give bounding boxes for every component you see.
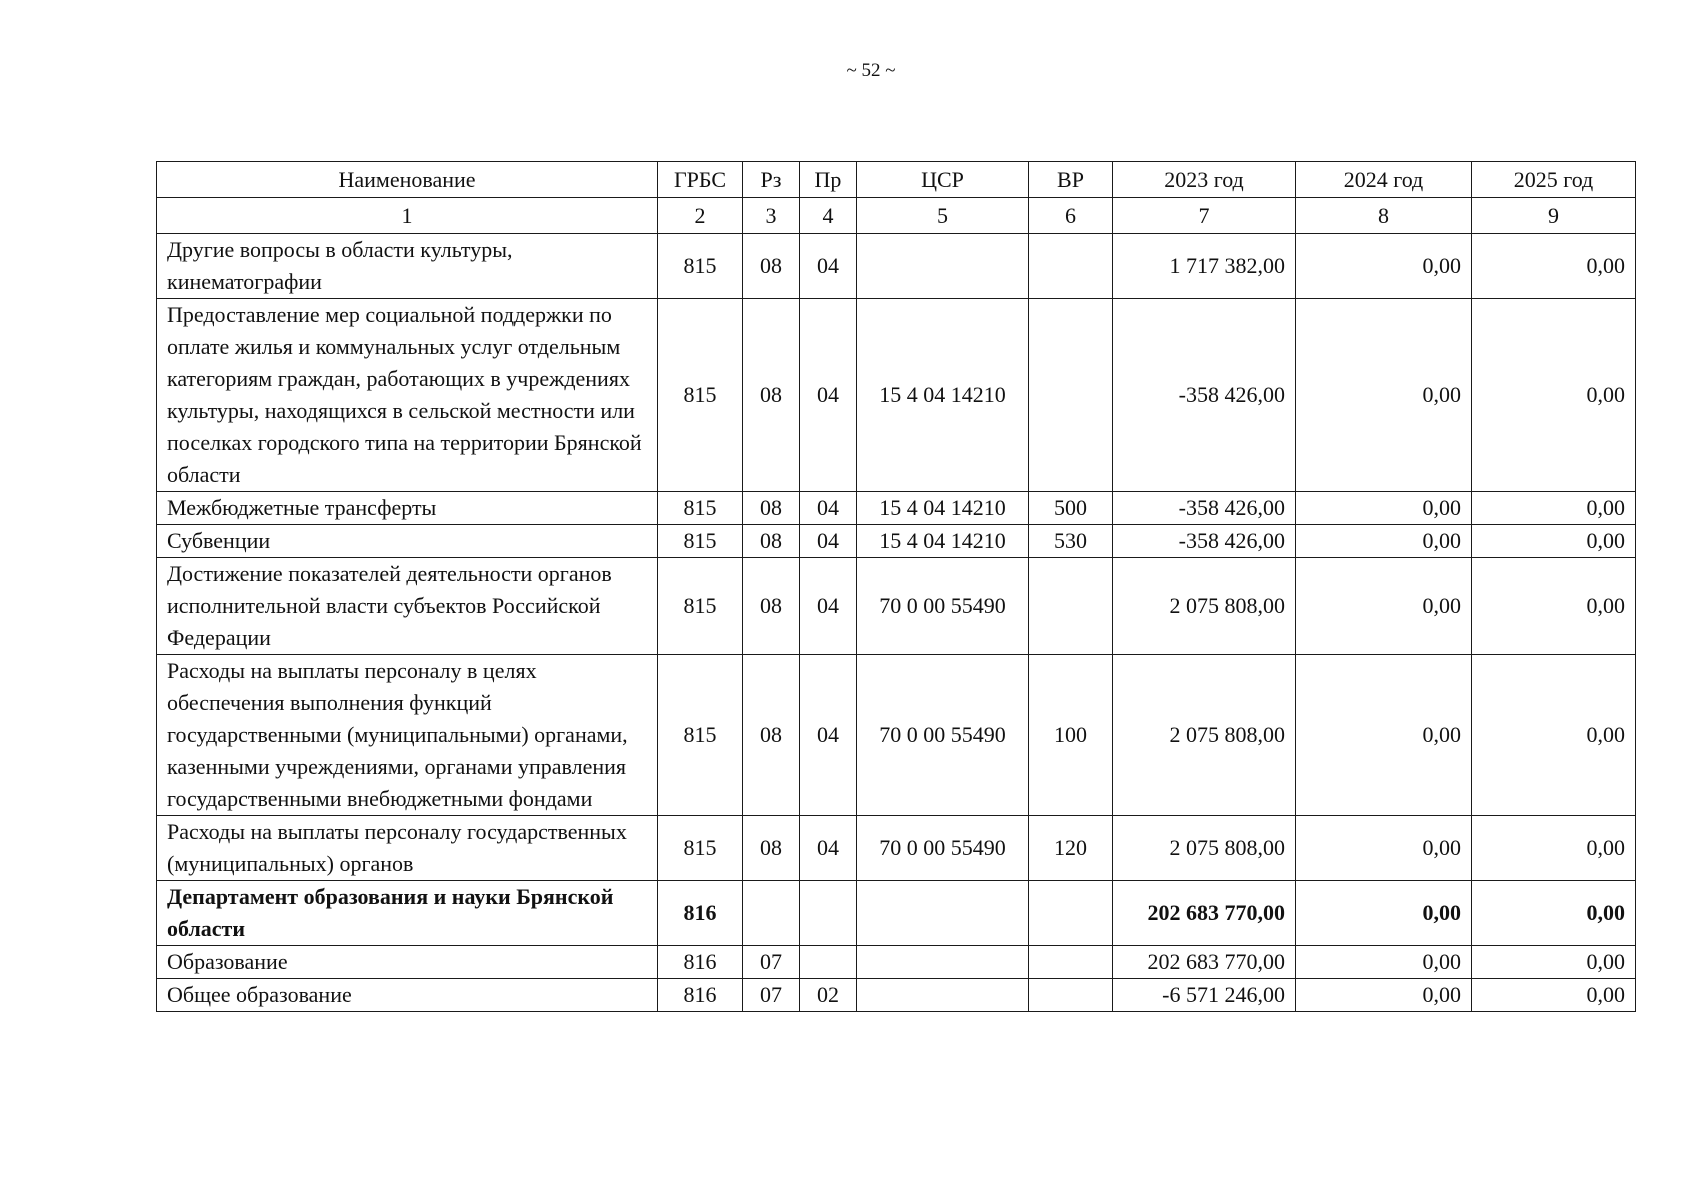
row-vr — [1029, 946, 1113, 979]
row-grbs: 816 — [658, 946, 743, 979]
row-rz — [743, 881, 800, 946]
row-2023: 202 683 770,00 — [1113, 946, 1296, 979]
column-number-row — [157, 198, 1636, 234]
row-name: Субвенции — [157, 525, 658, 558]
row-2024: 0,00 — [1296, 816, 1472, 881]
header-name: Наименование — [157, 162, 658, 198]
row-rz: 08 — [743, 525, 800, 558]
row-pr — [800, 946, 857, 979]
row-pr: 04 — [800, 492, 857, 525]
row-rz: 08 — [743, 655, 800, 816]
column-number: 6 — [1029, 198, 1113, 234]
row-rz: 08 — [743, 558, 800, 655]
row-pr: 02 — [800, 979, 857, 1012]
row-2025: 0,00 — [1472, 881, 1636, 946]
row-2024: 0,00 — [1296, 881, 1472, 946]
row-2024: 0,00 — [1296, 558, 1472, 655]
column-number: 7 — [1113, 198, 1296, 234]
row-rz: 08 — [743, 234, 800, 299]
row-2023: 2 075 808,00 — [1113, 816, 1296, 881]
row-2025: 0,00 — [1472, 558, 1636, 655]
header-row — [157, 162, 1636, 198]
row-rz: 07 — [743, 946, 800, 979]
row-grbs: 815 — [658, 525, 743, 558]
header-2023: 2023 год — [1113, 162, 1296, 198]
row-2023: -358 426,00 — [1113, 525, 1296, 558]
row-2025: 0,00 — [1472, 299, 1636, 492]
row-vr: 530 — [1029, 525, 1113, 558]
row-name: Расходы на выплаты персоналу государственных (муниципальных) органов — [157, 816, 658, 881]
row-2025: 0,00 — [1472, 234, 1636, 299]
table-row-department — [157, 881, 1636, 946]
row-2024: 0,00 — [1296, 946, 1472, 979]
table-row — [157, 492, 1636, 525]
row-rz: 07 — [743, 979, 800, 1012]
row-vr: 120 — [1029, 816, 1113, 881]
row-csr — [857, 946, 1029, 979]
row-2025: 0,00 — [1472, 492, 1636, 525]
row-pr: 04 — [800, 558, 857, 655]
row-pr: 04 — [800, 234, 857, 299]
row-pr: 04 — [800, 655, 857, 816]
row-vr — [1029, 881, 1113, 946]
row-2025: 0,00 — [1472, 525, 1636, 558]
row-name: Достижение показателей деятельности органов исполнительной власти субъектов Российской Федерации — [157, 558, 658, 655]
header-grbs: ГРБС — [658, 162, 743, 198]
row-vr — [1029, 979, 1113, 1012]
table-row — [157, 946, 1636, 979]
column-number: 8 — [1296, 198, 1472, 234]
header-csr: ЦСР — [857, 162, 1029, 198]
row-grbs: 816 — [658, 881, 743, 946]
row-2024: 0,00 — [1296, 655, 1472, 816]
row-2025: 0,00 — [1472, 946, 1636, 979]
row-grbs: 815 — [658, 816, 743, 881]
page-number: ~ 52 ~ — [846, 60, 896, 81]
table-row — [157, 234, 1636, 299]
row-2024: 0,00 — [1296, 234, 1472, 299]
row-csr: 15 4 04 14210 — [857, 492, 1029, 525]
row-vr: 100 — [1029, 655, 1113, 816]
row-name: Департамент образования и науки Брянской области — [157, 881, 658, 946]
row-name: Общее образование — [157, 979, 658, 1012]
row-2025: 0,00 — [1472, 816, 1636, 881]
header-vr: ВР — [1029, 162, 1113, 198]
row-name: Образование — [157, 946, 658, 979]
row-2024: 0,00 — [1296, 299, 1472, 492]
row-2024: 0,00 — [1296, 525, 1472, 558]
row-csr: 15 4 04 14210 — [857, 525, 1029, 558]
column-number: 5 — [857, 198, 1029, 234]
row-2023: 2 075 808,00 — [1113, 655, 1296, 816]
row-vr — [1029, 558, 1113, 655]
row-name: Предоставление мер социальной поддержки по оплате жилья и коммунальных услуг отдельным категориям граждан, работающих в учреждениях культуры, находящихся в сельской местности или поселках городского типа на территории Брянской области — [157, 299, 658, 492]
budget-table — [156, 161, 1636, 1012]
row-csr — [857, 234, 1029, 299]
row-pr: 04 — [800, 299, 857, 492]
table-row — [157, 979, 1636, 1012]
row-pr — [800, 881, 857, 946]
row-2024: 0,00 — [1296, 979, 1472, 1012]
header-rz: Рз — [743, 162, 800, 198]
row-csr: 70 0 00 55490 — [857, 558, 1029, 655]
row-name: Расходы на выплаты персоналу в целях обеспечения выполнения функций государственными (муниципальными) органами, казенными учреждениями, органами управления государственными внебюджетными фондами — [157, 655, 658, 816]
row-vr: 500 — [1029, 492, 1113, 525]
table-row — [157, 655, 1636, 816]
row-name: Межбюджетные трансферты — [157, 492, 658, 525]
row-grbs: 815 — [658, 234, 743, 299]
row-grbs: 815 — [658, 299, 743, 492]
row-2023: -358 426,00 — [1113, 299, 1296, 492]
row-grbs: 816 — [658, 979, 743, 1012]
row-csr — [857, 979, 1029, 1012]
row-vr — [1029, 299, 1113, 492]
row-csr: 15 4 04 14210 — [857, 299, 1029, 492]
row-2023: 202 683 770,00 — [1113, 881, 1296, 946]
row-pr: 04 — [800, 816, 857, 881]
row-grbs: 815 — [658, 492, 743, 525]
column-number: 4 — [800, 198, 857, 234]
table-row — [157, 525, 1636, 558]
row-pr: 04 — [800, 525, 857, 558]
row-rz: 08 — [743, 816, 800, 881]
row-csr: 70 0 00 55490 — [857, 655, 1029, 816]
row-2025: 0,00 — [1472, 655, 1636, 816]
row-2023: -358 426,00 — [1113, 492, 1296, 525]
row-vr — [1029, 234, 1113, 299]
table-row — [157, 299, 1636, 492]
column-number: 2 — [658, 198, 743, 234]
row-rz: 08 — [743, 299, 800, 492]
header-2024: 2024 год — [1296, 162, 1472, 198]
header-pr: Пр — [800, 162, 857, 198]
column-number: 1 — [157, 198, 658, 234]
column-number: 9 — [1472, 198, 1636, 234]
row-name: Другие вопросы в области культуры, кинематографии — [157, 234, 658, 299]
row-2023: 2 075 808,00 — [1113, 558, 1296, 655]
row-csr — [857, 881, 1029, 946]
table-row — [157, 816, 1636, 881]
row-2023: -6 571 246,00 — [1113, 979, 1296, 1012]
row-grbs: 815 — [658, 558, 743, 655]
row-2023: 1 717 382,00 — [1113, 234, 1296, 299]
row-grbs: 815 — [658, 655, 743, 816]
table-row — [157, 558, 1636, 655]
header-2025: 2025 год — [1472, 162, 1636, 198]
row-2025: 0,00 — [1472, 979, 1636, 1012]
row-rz: 08 — [743, 492, 800, 525]
row-2024: 0,00 — [1296, 492, 1472, 525]
column-number: 3 — [743, 198, 800, 234]
row-csr: 70 0 00 55490 — [857, 816, 1029, 881]
